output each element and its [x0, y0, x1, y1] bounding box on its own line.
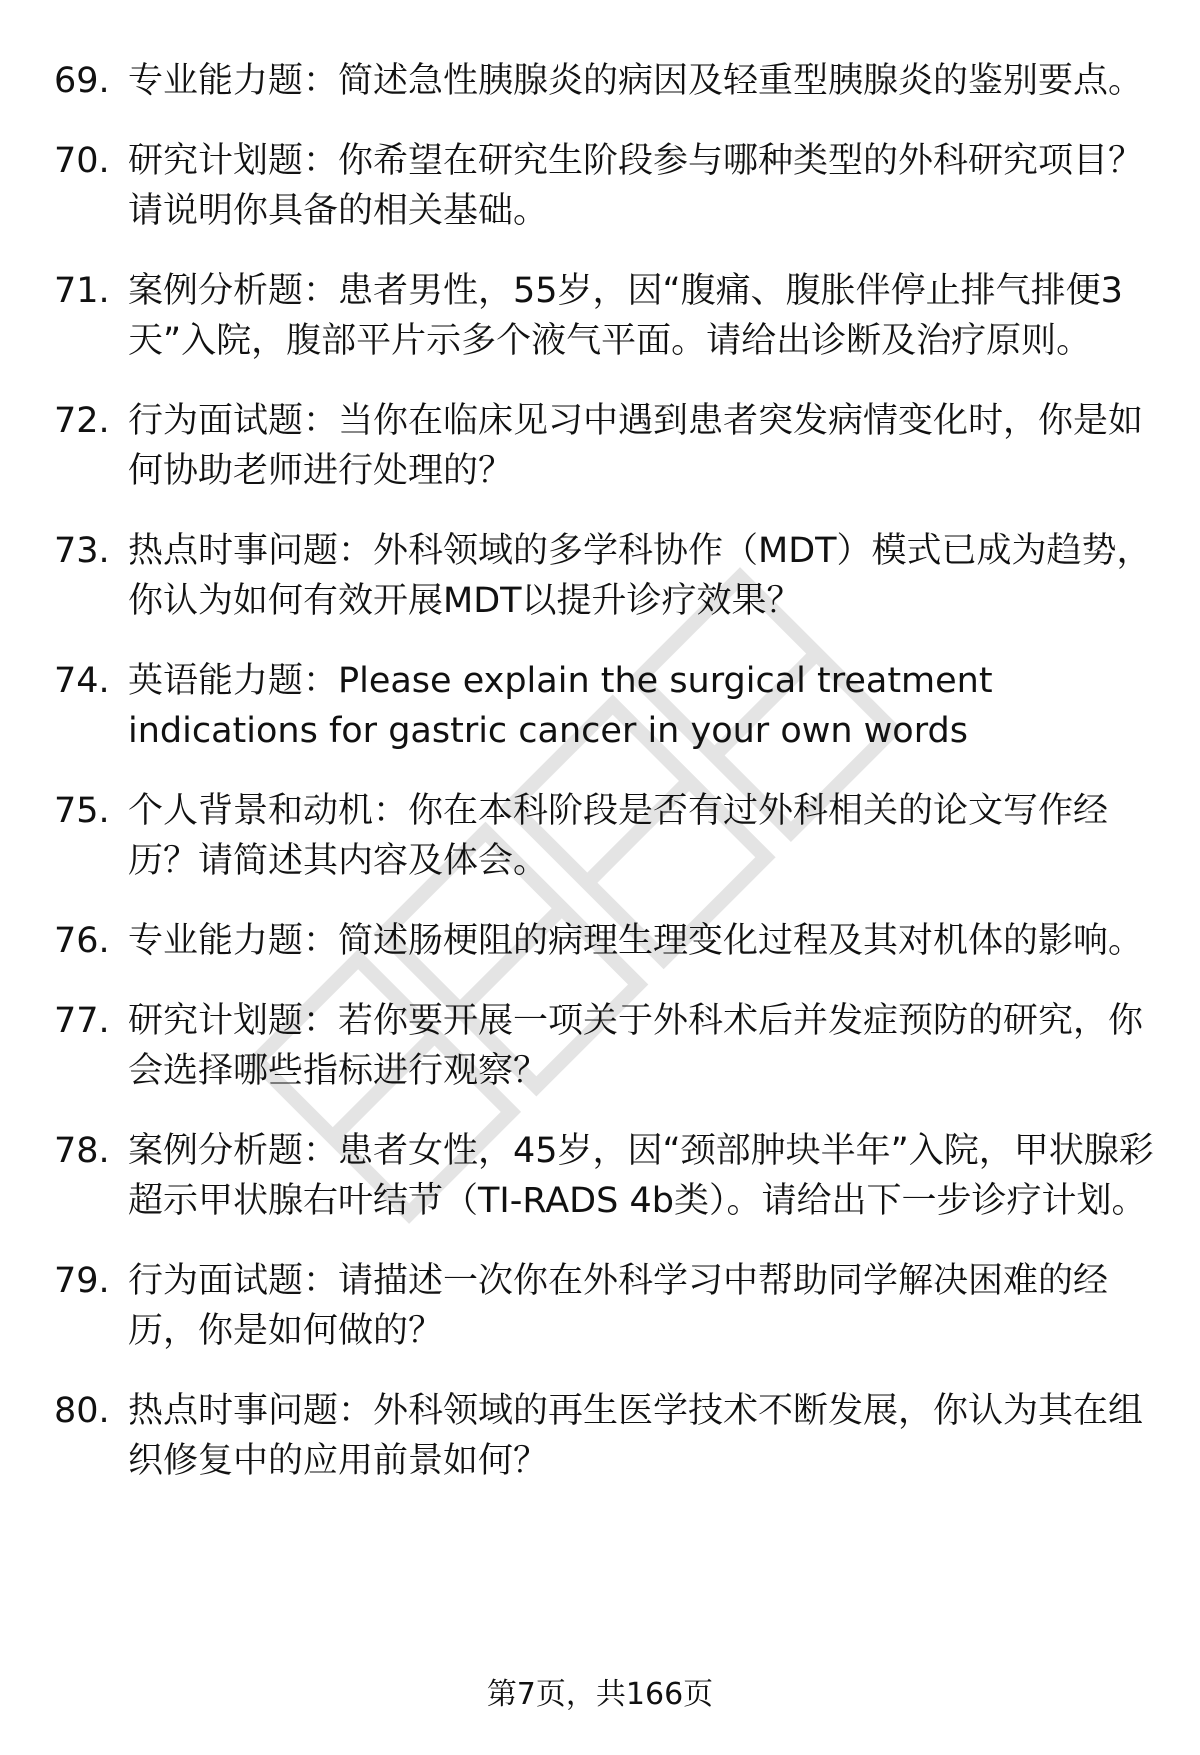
question-number: 74.	[54, 661, 110, 701]
question-item	[54, 396, 1164, 496]
question-number: 77.	[54, 1001, 110, 1041]
question-text: 热点时事问题：外科领域的再生医学技术不断发展，你认为其在组织修复中的应用前景如何？	[128, 1391, 1144, 1481]
question-text: 专业能力题：简述急性胰腺炎的病因及轻重型胰腺炎的鉴别要点。	[128, 61, 1144, 101]
question-text: 行为面试题：请描述一次你在外科学习中帮助同学解决困难的经历，你是如何做的？	[128, 1261, 1109, 1351]
page-number-footer: 第7页，共166页	[486, 1677, 714, 1712]
question-item	[54, 266, 1164, 366]
question-text: 专业能力题：简述肠梗阻的病理生理变化过程及其对机体的影响。	[128, 921, 1144, 961]
question-text: 个人背景和动机：你在本科阶段是否有过外科相关的论文写作经历？请简述其内容及体会。	[128, 791, 1109, 881]
question-item	[54, 656, 1164, 756]
question-text: 研究计划题：若你要开展一项关于外科术后并发症预防的研究，你会选择哪些指标进行观察？	[128, 1001, 1144, 1091]
question-text: 案例分析题：患者女性，45岁，因“颈部肿块半年”入院，甲状腺彩超示甲状腺右叶结节（TI-RADS 4b类）。请给出下一步诊疗计划。	[128, 1131, 1154, 1221]
question-item	[54, 1386, 1164, 1486]
question-list	[54, 56, 1164, 1516]
question-number: 73.	[54, 531, 110, 571]
question-number: 75.	[54, 791, 110, 831]
question-text: 案例分析题：患者男性，55岁，因“腹痛、腹胀伴停止排气排便3天”入院，腹部平片示多个液气平面。请给出诊断及治疗原则。	[128, 271, 1123, 361]
question-item	[54, 996, 1164, 1096]
question-text: 热点时事问题：外科领域的多学科协作（MDT）模式已成为趋势，你认为如何有效开展MDT以提升诊疗效果？	[128, 531, 1152, 621]
question-item	[54, 916, 1164, 966]
question-item	[54, 1126, 1164, 1226]
question-item	[54, 56, 1164, 106]
question-number: 72.	[54, 401, 110, 441]
question-text: 行为面试题：当你在临床见习中遇到患者突发病情变化时，你是如何协助老师进行处理的？	[128, 401, 1144, 491]
question-number: 71.	[54, 271, 110, 311]
question-item	[54, 786, 1164, 886]
question-item	[54, 526, 1164, 626]
question-number: 76.	[54, 921, 110, 961]
question-number: 78.	[54, 1131, 110, 1171]
question-number: 79.	[54, 1261, 110, 1301]
question-number: 69.	[54, 61, 110, 101]
question-text: 研究计划题：你希望在研究生阶段参与哪种类型的外科研究项目？请说明你具备的相关基础。	[128, 141, 1144, 231]
question-number: 70.	[54, 141, 110, 181]
question-item	[54, 1256, 1164, 1356]
question-item	[54, 136, 1164, 236]
question-number: 80.	[54, 1391, 110, 1431]
question-text: 英语能力题：Please explain the surgical treatment indications for gastric cancer in your own words	[128, 661, 993, 751]
